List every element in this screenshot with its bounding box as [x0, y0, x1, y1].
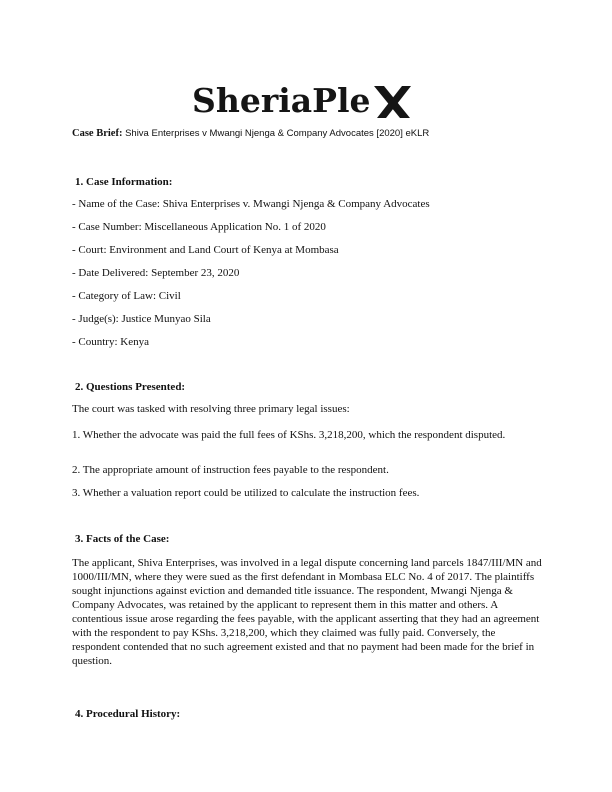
case-info-item: - Case Number: Miscellaneous Application No. 1 of 2020: [72, 221, 326, 233]
section-heading-procedural-history: 4. Procedural History:: [75, 708, 181, 720]
facts-paragraph: The applicant, Shiva Enterprises, was involved in a legal dispute concerning land parcels 1847/III/MN and 1000/III/MN, where they were sued as the first defendant in Mombasa ELC No. 4 of 2017. The plaintiffs sought injunctions against eviction and demanded title issuance. The respondent, Mwangi Njenga & Company Advocates, was retained by the applicant to represent them in this matter and others. A contentious issue arose regarding the fees payable, with the applicant asserting that they had an agreement with the respondent to pay KShs. 3,218,200, which they claimed was fully paid. Conversely, the respondent contended that no such agreement existed and that no payment had been made for the brief in question.: [72, 557, 542, 667]
case-info-item: - Name of the Case: Shiva Enterprises v. Mwangi Njenga & Company Advocates: [72, 198, 430, 210]
case-info-item: - Date Delivered: September 23, 2020: [72, 267, 240, 279]
case-brief-line: [72, 128, 429, 139]
case-info-item: - Judge(s): Justice Munyao Sila: [72, 313, 211, 325]
case-brief-title: Shiva Enterprises v Mwangi Njenga & Company Advocates [2020] eKLR: [125, 128, 430, 139]
case-info-item: - Country: Kenya: [72, 336, 149, 348]
case-info-item: - Category of Law: Civil: [72, 290, 181, 302]
section-heading-case-information: 1. Case Information:: [75, 176, 173, 188]
logo-x-mark: [372, 84, 412, 120]
section-heading-questions-presented: 2. Questions Presented:: [75, 381, 186, 393]
sheriaplex-logo: [192, 78, 422, 124]
questions-intro: The court was tasked with resolving three primary legal issues:: [72, 403, 350, 415]
question-item: 1. Whether the advocate was paid the full fees of KShs. 3,218,200, which the respondent disputed.: [72, 429, 506, 441]
case-info-item: - Court: Environment and Land Court of Kenya at Mombasa: [72, 244, 339, 256]
question-item: 3. Whether a valuation report could be utilized to calculate the instruction fees.: [72, 487, 420, 499]
section-heading-facts: 3. Facts of the Case:: [75, 533, 170, 545]
logo-wordmark: SheriaPle: [192, 81, 371, 120]
case-brief-label: Case Brief:: [72, 128, 123, 139]
question-item: 2. The appropriate amount of instruction fees payable to the respondent.: [72, 464, 389, 476]
